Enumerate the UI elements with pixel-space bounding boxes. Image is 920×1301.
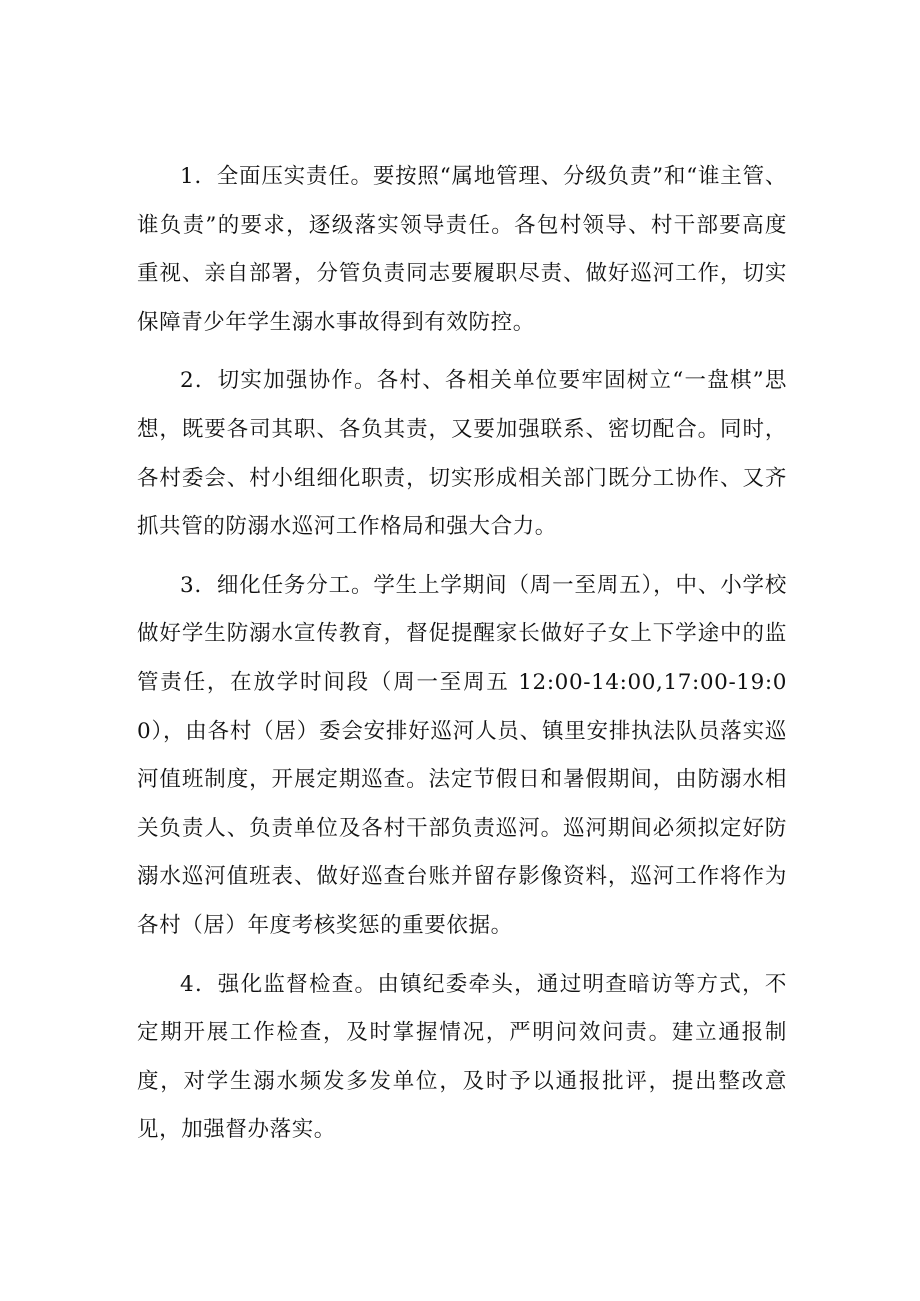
paragraph-2: 2．切实加强协作。各村、各相关单位要牢固树立“一盘棋”思想，既要各司其职、各负其责，又要加强联系、密切配合。同时，各村委会、村小组细化职责，切实形成相关部门既分工协作、又齐抓共管的防溺水巡河工作格局和强大合力。 (137, 368, 787, 540)
paragraph-3: 3．细化任务分工。学生上学期间（周一至周五），中、小学校做好学生防溺水宣传教育，督促提醒家长做好子女上下学途中的监管责任，在放学时间段（周一至周五 12:00-14:00,17:00-19:00），由各村（居）委会安排好巡河人员、镇里安排执法队员落实巡河值班制度，开展定期巡查。法定节假日和暑假期间，由防溺水相关负责人、负责单位及各村干部负责巡河。巡河期间必须拟定好防溺水巡河值班表、做好巡查台账并留存影像资料，巡河工作将作为各村（居）年度考核奖惩的重要依据。 (137, 572, 787, 938)
document-body (137, 153, 787, 1165)
paragraph-4: 4．强化监督检查。由镇纪委牵头，通过明查暗访等方式，不定期开展工作检查，及时掌握情况，严明问效问责。建立通报制度，对学生溺水频发多发单位，及时予以通报批评，提出整改意见，加强督办落实。 (137, 971, 787, 1143)
paragraph-1: 1．全面压实责任。要按照“属地管理、分级负责”和“谁主管、谁负责”的要求，逐级落实领导责任。各包村领导、村干部要高度重视、亲自部署，分管负责同志要履职尽责、做好巡河工作，切实保障青少年学生溺水事故得到有效防控。 (137, 164, 787, 335)
